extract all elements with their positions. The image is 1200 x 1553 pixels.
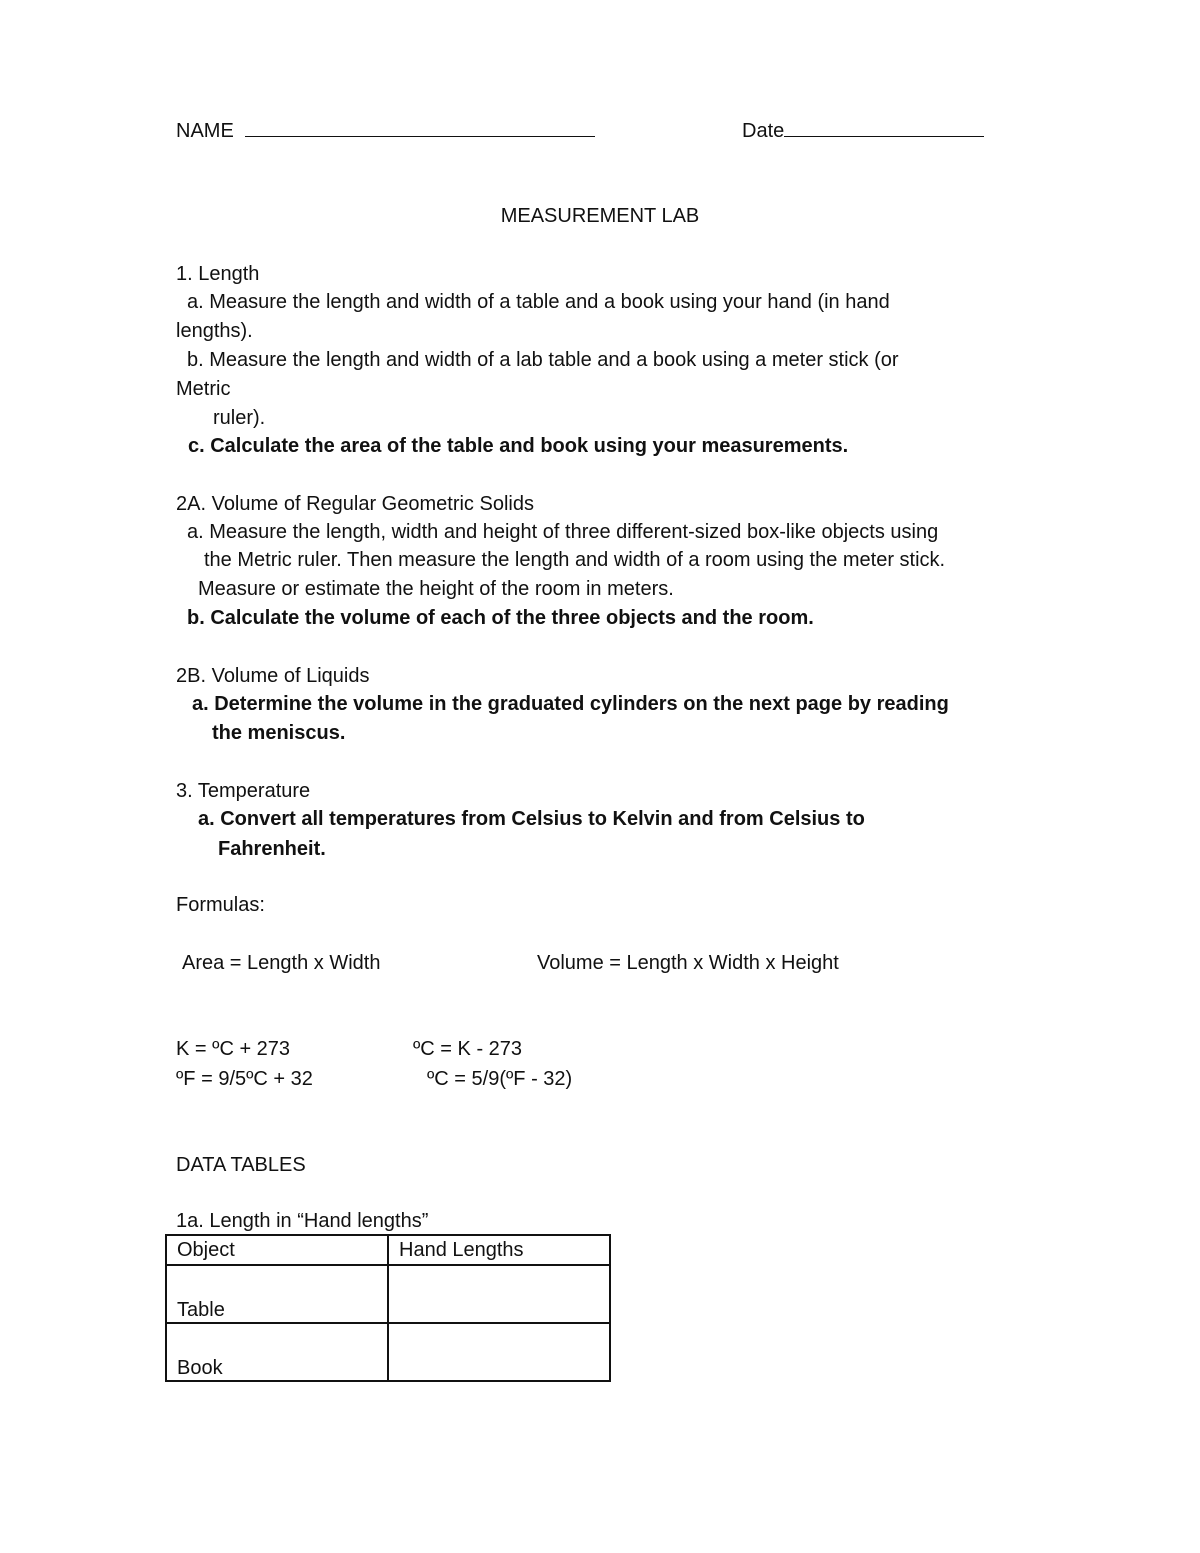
formula-c-from-k: ºC = K - 273 xyxy=(413,1038,523,1060)
row-label-book: Book xyxy=(166,1323,388,1381)
formula-k-from-c: K = ºC + 273 xyxy=(176,1038,291,1060)
length-heading: 1. Length xyxy=(176,263,260,285)
length-a-line2: lengths). xyxy=(176,320,253,342)
length-b-line1: b. Measure the length and width of a lab table and a book using a meter stick (or xyxy=(187,349,899,371)
volume-solids-a-line1: a. Measure the length, width and height of three different-sized box-like objects using xyxy=(187,521,939,543)
date-label: Date xyxy=(742,120,785,142)
formula-f-from-c: ºF = 9/5ºC + 32 xyxy=(176,1068,313,1090)
volume-liquids-a-line2: the meniscus. xyxy=(212,722,346,744)
volume-solids-b-line1: b. Calculate the volume of each of the three objects and the room. xyxy=(187,607,814,629)
cell-table-hand-lengths[interactable] xyxy=(388,1265,610,1323)
volume-liquids-heading: 2B. Volume of Liquids xyxy=(176,665,370,687)
data-tables-heading: DATA TABLES xyxy=(176,1154,306,1176)
temperature-heading: 3. Temperature xyxy=(176,780,311,802)
cell-book-hand-lengths[interactable] xyxy=(388,1323,610,1381)
date-field[interactable] xyxy=(742,118,984,143)
table-row xyxy=(166,1323,610,1381)
page-title: MEASUREMENT LAB xyxy=(500,205,700,227)
table-header-row xyxy=(166,1235,610,1265)
hand-lengths-table xyxy=(165,1234,611,1382)
name-field[interactable] xyxy=(176,118,595,143)
table-1a-caption: 1a. Length in “Hand lengths” xyxy=(176,1210,429,1232)
formula-volume: Volume = Length x Width x Height xyxy=(537,952,839,974)
length-b-line3: ruler). xyxy=(213,407,266,429)
volume-liquids-a-line1: a. Determine the volume in the graduated cylinders on the next page by reading xyxy=(192,693,949,715)
table-row xyxy=(166,1265,610,1323)
length-a-line1: a. Measure the length and width of a table and a book using your hand (in hand xyxy=(187,291,890,313)
column-header-hand-lengths: Hand Lengths xyxy=(388,1235,610,1265)
column-header-object: Object xyxy=(166,1235,388,1265)
volume-solids-a-line2: the Metric ruler. Then measure the length and width of a room using the meter stick. xyxy=(204,549,946,571)
volume-solids-a-line3: Measure or estimate the height of the room in meters. xyxy=(198,578,674,600)
formulas-label: Formulas: xyxy=(176,894,265,916)
length-c-line1: c. Calculate the area of the table and book using your measurements. xyxy=(188,435,849,457)
date-blank[interactable] xyxy=(784,118,984,137)
volume-solids-heading: 2A. Volume of Regular Geometric Solids xyxy=(176,493,534,515)
formula-area: Area = Length x Width xyxy=(182,952,381,974)
length-b-line2: Metric xyxy=(176,378,231,400)
formula-c-from-f: ºC = 5/9(ºF - 32) xyxy=(427,1068,573,1090)
temperature-a-line1: a. Convert all temperatures from Celsius to Kelvin and from Celsius to xyxy=(198,808,865,830)
name-label: NAME xyxy=(176,120,234,142)
name-blank[interactable] xyxy=(245,118,595,137)
row-label-table: Table xyxy=(166,1265,388,1323)
temperature-a-line2: Fahrenheit. xyxy=(218,838,326,860)
